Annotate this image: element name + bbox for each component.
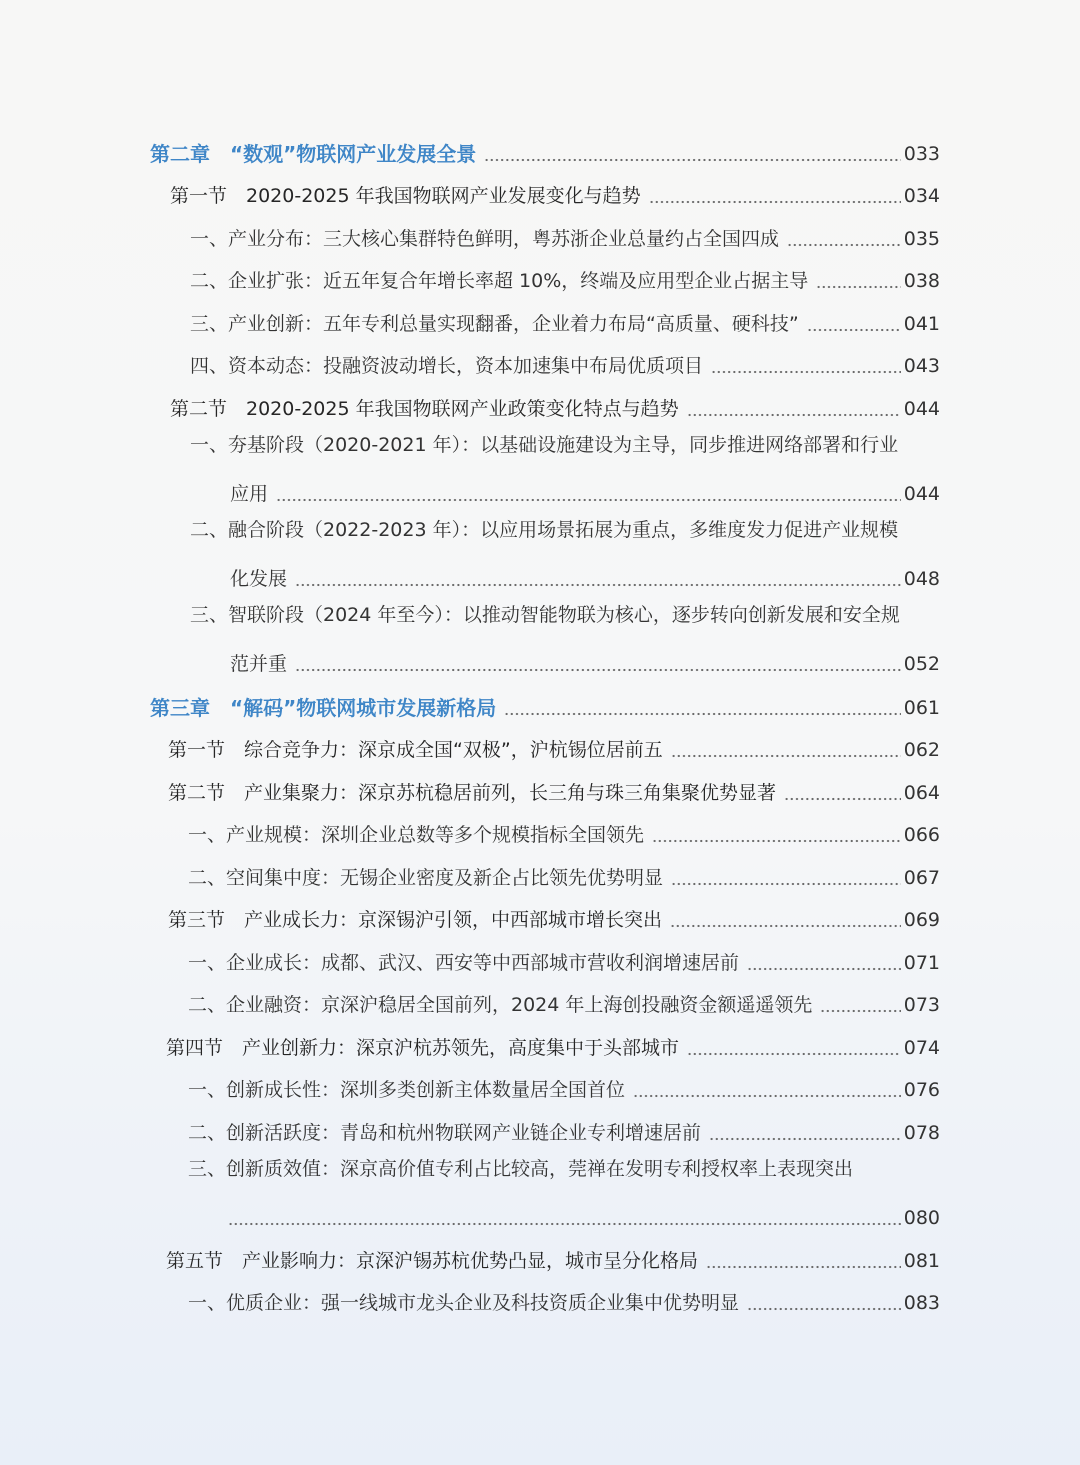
leader-dots (820, 993, 900, 1017)
toc-page-number: 074 (903, 1037, 940, 1059)
leader-dots (711, 354, 901, 378)
toc-title: 二、企业融资：京深沪稳居全国前列，2024 年上海创投融资金额遥遥领先 (188, 994, 813, 1016)
toc-item-line1[interactable]: 三、创新质效值：深京高价值专利占比较高，莞禅在发明专利授权率上表现突出 (188, 1158, 854, 1180)
toc-page-number: 078 (903, 1122, 940, 1144)
toc-item[interactable] (190, 338, 940, 378)
toc-title: 一、企业成长：成都、武汉、西安等中西部城市营收利润增速居前 (188, 952, 740, 974)
toc-title: 第二节 2020-2025 年我国物联网产业政策变化特点与趋势 (170, 398, 679, 420)
toc-title: 三、产业创新：五年专利总量实现翻番，企业着力布局“高质量、硬科技” (190, 313, 799, 335)
toc-title: 第四节 产业创新力：深京沪杭苏领先，高度集中于头部城市 (166, 1037, 680, 1059)
toc-item[interactable] (188, 935, 940, 975)
toc-page-number: 041 (903, 313, 940, 335)
toc-page-number: 067 (903, 867, 940, 889)
leader-dots (747, 1291, 901, 1315)
leader-dots (671, 738, 901, 762)
toc-item[interactable] (190, 253, 940, 293)
toc-item-continuation[interactable] (230, 466, 940, 506)
toc-page-number: 066 (903, 824, 940, 846)
toc-page-number: 073 (903, 994, 940, 1016)
leader-dots (276, 482, 901, 506)
leader-dots (687, 397, 901, 421)
leader-dots (687, 1036, 901, 1060)
toc-title: 一、优质企业：强一线城市龙头企业及科技资质企业集中优势明显 (188, 1292, 740, 1314)
toc-item[interactable] (188, 1062, 940, 1102)
toc-section[interactable] (170, 168, 940, 208)
leader-dots (649, 184, 901, 208)
toc-title: 一、创新成长性：深圳多类创新主体数量居全国首位 (188, 1079, 626, 1101)
toc-item-line1[interactable]: 一、夯基阶段（2020-2021 年）：以基础设施建设为主导，同步推进网络部署和行业 (190, 434, 899, 456)
toc-page-number: 071 (903, 952, 940, 974)
toc-page-number: 076 (903, 1079, 940, 1101)
toc-item[interactable] (190, 211, 940, 251)
leader-dots (295, 567, 901, 591)
toc-title-cont: 范并重 (230, 653, 288, 675)
toc-page-number: 034 (903, 185, 940, 207)
toc-page-number: 044 (903, 398, 940, 420)
toc-title: 第五节 产业影响力：京深沪锡苏杭优势凸显，城市呈分化格局 (166, 1250, 699, 1272)
toc-item[interactable] (188, 977, 940, 1017)
toc-title: 四、资本动态：投融资波动增长，资本加速集中布局优质项目 (190, 355, 704, 377)
toc-page-number: 035 (903, 228, 940, 250)
toc-section[interactable] (168, 765, 940, 805)
toc-item[interactable] (190, 296, 940, 336)
toc-title: 第一节 综合竞争力：深京成全国“双极”，沪杭锡位居前五 (168, 739, 663, 761)
leader-dots (484, 142, 900, 166)
toc-chapter[interactable] (150, 126, 940, 166)
leader-dots (652, 823, 901, 847)
leader-dots (784, 781, 901, 805)
toc-title: 二、空间集中度：无锡企业密度及新企占比领先优势明显 (188, 867, 664, 889)
toc-section[interactable] (168, 722, 940, 762)
toc-page-number: 048 (903, 568, 940, 590)
toc-page-number: 064 (903, 782, 940, 804)
toc-item-continuation[interactable] (230, 636, 940, 676)
toc-item-continuation[interactable] (230, 551, 940, 591)
toc-title: 第二节 产业集聚力：深京苏杭稳居前列，长三角与珠三角集聚优势显著 (168, 782, 777, 804)
toc-page-number: 062 (903, 739, 940, 761)
leader-dots (295, 652, 901, 676)
toc-item[interactable] (188, 807, 940, 847)
toc-section[interactable] (166, 1020, 940, 1060)
leader-dots (671, 866, 901, 890)
leader-dots (228, 1206, 901, 1230)
toc-chapter[interactable] (150, 680, 940, 720)
leader-dots (747, 951, 901, 975)
toc-page-number: 069 (903, 909, 940, 931)
toc-title: 第三节 产业成长力：京深锡沪引领，中西部城市增长突出 (168, 909, 663, 931)
toc-title: 第三章 “解码”物联网城市发展新格局 (150, 696, 497, 720)
leader-dots (709, 1121, 901, 1145)
toc-section[interactable] (168, 892, 940, 932)
toc-page-number: 061 (903, 697, 940, 719)
toc-item[interactable] (188, 850, 940, 890)
toc-title: 第二章 “数观”物联网产业发展全景 (150, 142, 477, 166)
toc-page-number: 043 (903, 355, 940, 377)
toc-page-number: 052 (903, 653, 940, 675)
toc-title-cont: 应用 (230, 483, 269, 505)
leader-dots (504, 696, 900, 720)
leader-dots (816, 269, 900, 293)
toc-page-number: 038 (903, 270, 940, 292)
toc-title: 一、产业分布：三大核心集群特色鲜明，粤苏浙企业总量约占全国四成 (190, 228, 780, 250)
toc-page-number: 044 (903, 483, 940, 505)
toc-item[interactable] (188, 1105, 940, 1145)
toc-page-number: 081 (903, 1250, 940, 1272)
leader-dots (633, 1078, 901, 1102)
toc-title-cont: 化发展 (230, 568, 288, 590)
toc-title: 二、创新活跃度：青岛和杭州物联网产业链企业专利增速居前 (188, 1122, 702, 1144)
toc-section[interactable] (170, 381, 940, 421)
toc-item-line1[interactable]: 二、融合阶段（2022-2023 年）：以应用场景拓展为重点，多维度发力促进产业规模 (190, 519, 899, 541)
toc-page-number: 080 (903, 1207, 940, 1229)
toc-item-line1[interactable]: 三、智联阶段（2024 年至今）：以推动智能物联为核心，逐步转向创新发展和安全规 (190, 604, 900, 626)
toc-item-continuation[interactable] (228, 1190, 940, 1230)
leader-dots (706, 1249, 901, 1273)
toc-page-number: 083 (903, 1292, 940, 1314)
toc-title: 二、企业扩张：近五年复合年增长率超 10%，终端及应用型企业占据主导 (190, 270, 809, 292)
toc-title: 第一节 2020-2025 年我国物联网产业发展变化与趋势 (170, 185, 641, 207)
toc-section[interactable] (166, 1233, 940, 1273)
toc-title: 一、产业规模：深圳企业总数等多个规模指标全国领先 (188, 824, 645, 846)
toc-item[interactable] (188, 1275, 940, 1315)
leader-dots (787, 227, 901, 251)
leader-dots (807, 312, 901, 336)
leader-dots (670, 908, 901, 932)
toc-page-number: 033 (903, 143, 940, 165)
